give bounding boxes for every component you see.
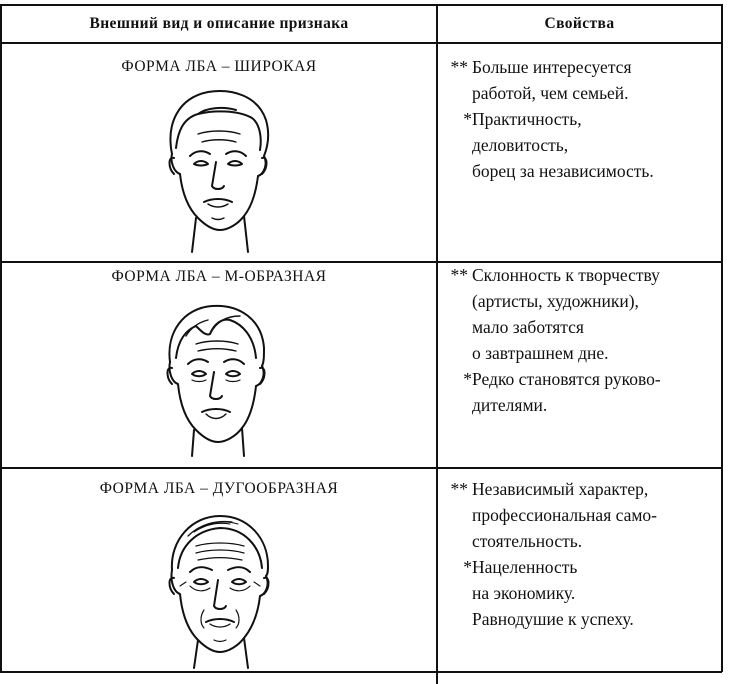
prop-item <box>444 106 716 184</box>
prop-item <box>444 366 716 418</box>
prop-mark: ** <box>450 479 468 499</box>
props-arched <box>444 476 716 632</box>
prop-text: Нацеленность на экономику. Равнодушие к успеху. <box>472 557 634 629</box>
prop-text: Больше интересуется работой, чем семьей. <box>472 57 632 103</box>
header-divider <box>0 42 722 44</box>
table-right-border <box>721 4 723 672</box>
prop-item <box>444 262 716 366</box>
prop-text: Редко становятся руково- дителями. <box>472 369 661 415</box>
face-wide-forehead-icon <box>158 84 278 254</box>
face-m-shaped-forehead-icon <box>156 296 276 466</box>
table-left-border <box>0 4 2 672</box>
props-m-shaped <box>444 262 716 418</box>
prop-text: Независимый характер, профессиональная само- стоятельность. <box>472 479 658 551</box>
row-title-wide: ФОРМА ЛБА – ШИРОКАЯ <box>121 58 317 75</box>
row-title-arched: ФОРМА ЛБА – ДУГООБРАЗНАЯ <box>99 480 339 497</box>
prop-mark: * <box>463 369 472 389</box>
row-title-m-shaped: ФОРМА ЛБА – М-ОБРАЗНАЯ <box>111 268 327 285</box>
prop-text: Практичность, деловитость, борец за независимость. <box>472 109 654 181</box>
prop-mark: * <box>463 557 472 577</box>
face-arched-forehead-icon <box>160 506 280 676</box>
header-properties: Свойства <box>544 15 615 32</box>
header-appearance: Внешний вид и описание признака <box>89 15 349 32</box>
prop-item <box>444 476 716 554</box>
prop-item <box>444 554 716 632</box>
table-bottom-border <box>0 671 722 673</box>
prop-text: Склонность к творчеству (артисты, художники), мало заботятся о завтрашнем дне. <box>472 265 660 363</box>
props-wide <box>444 54 716 184</box>
prop-mark: ** <box>450 265 468 285</box>
row-divider-2 <box>0 467 722 469</box>
prop-item <box>444 54 716 106</box>
prop-mark: * <box>463 109 472 129</box>
prop-mark: ** <box>450 57 468 77</box>
column-divider <box>436 4 438 684</box>
